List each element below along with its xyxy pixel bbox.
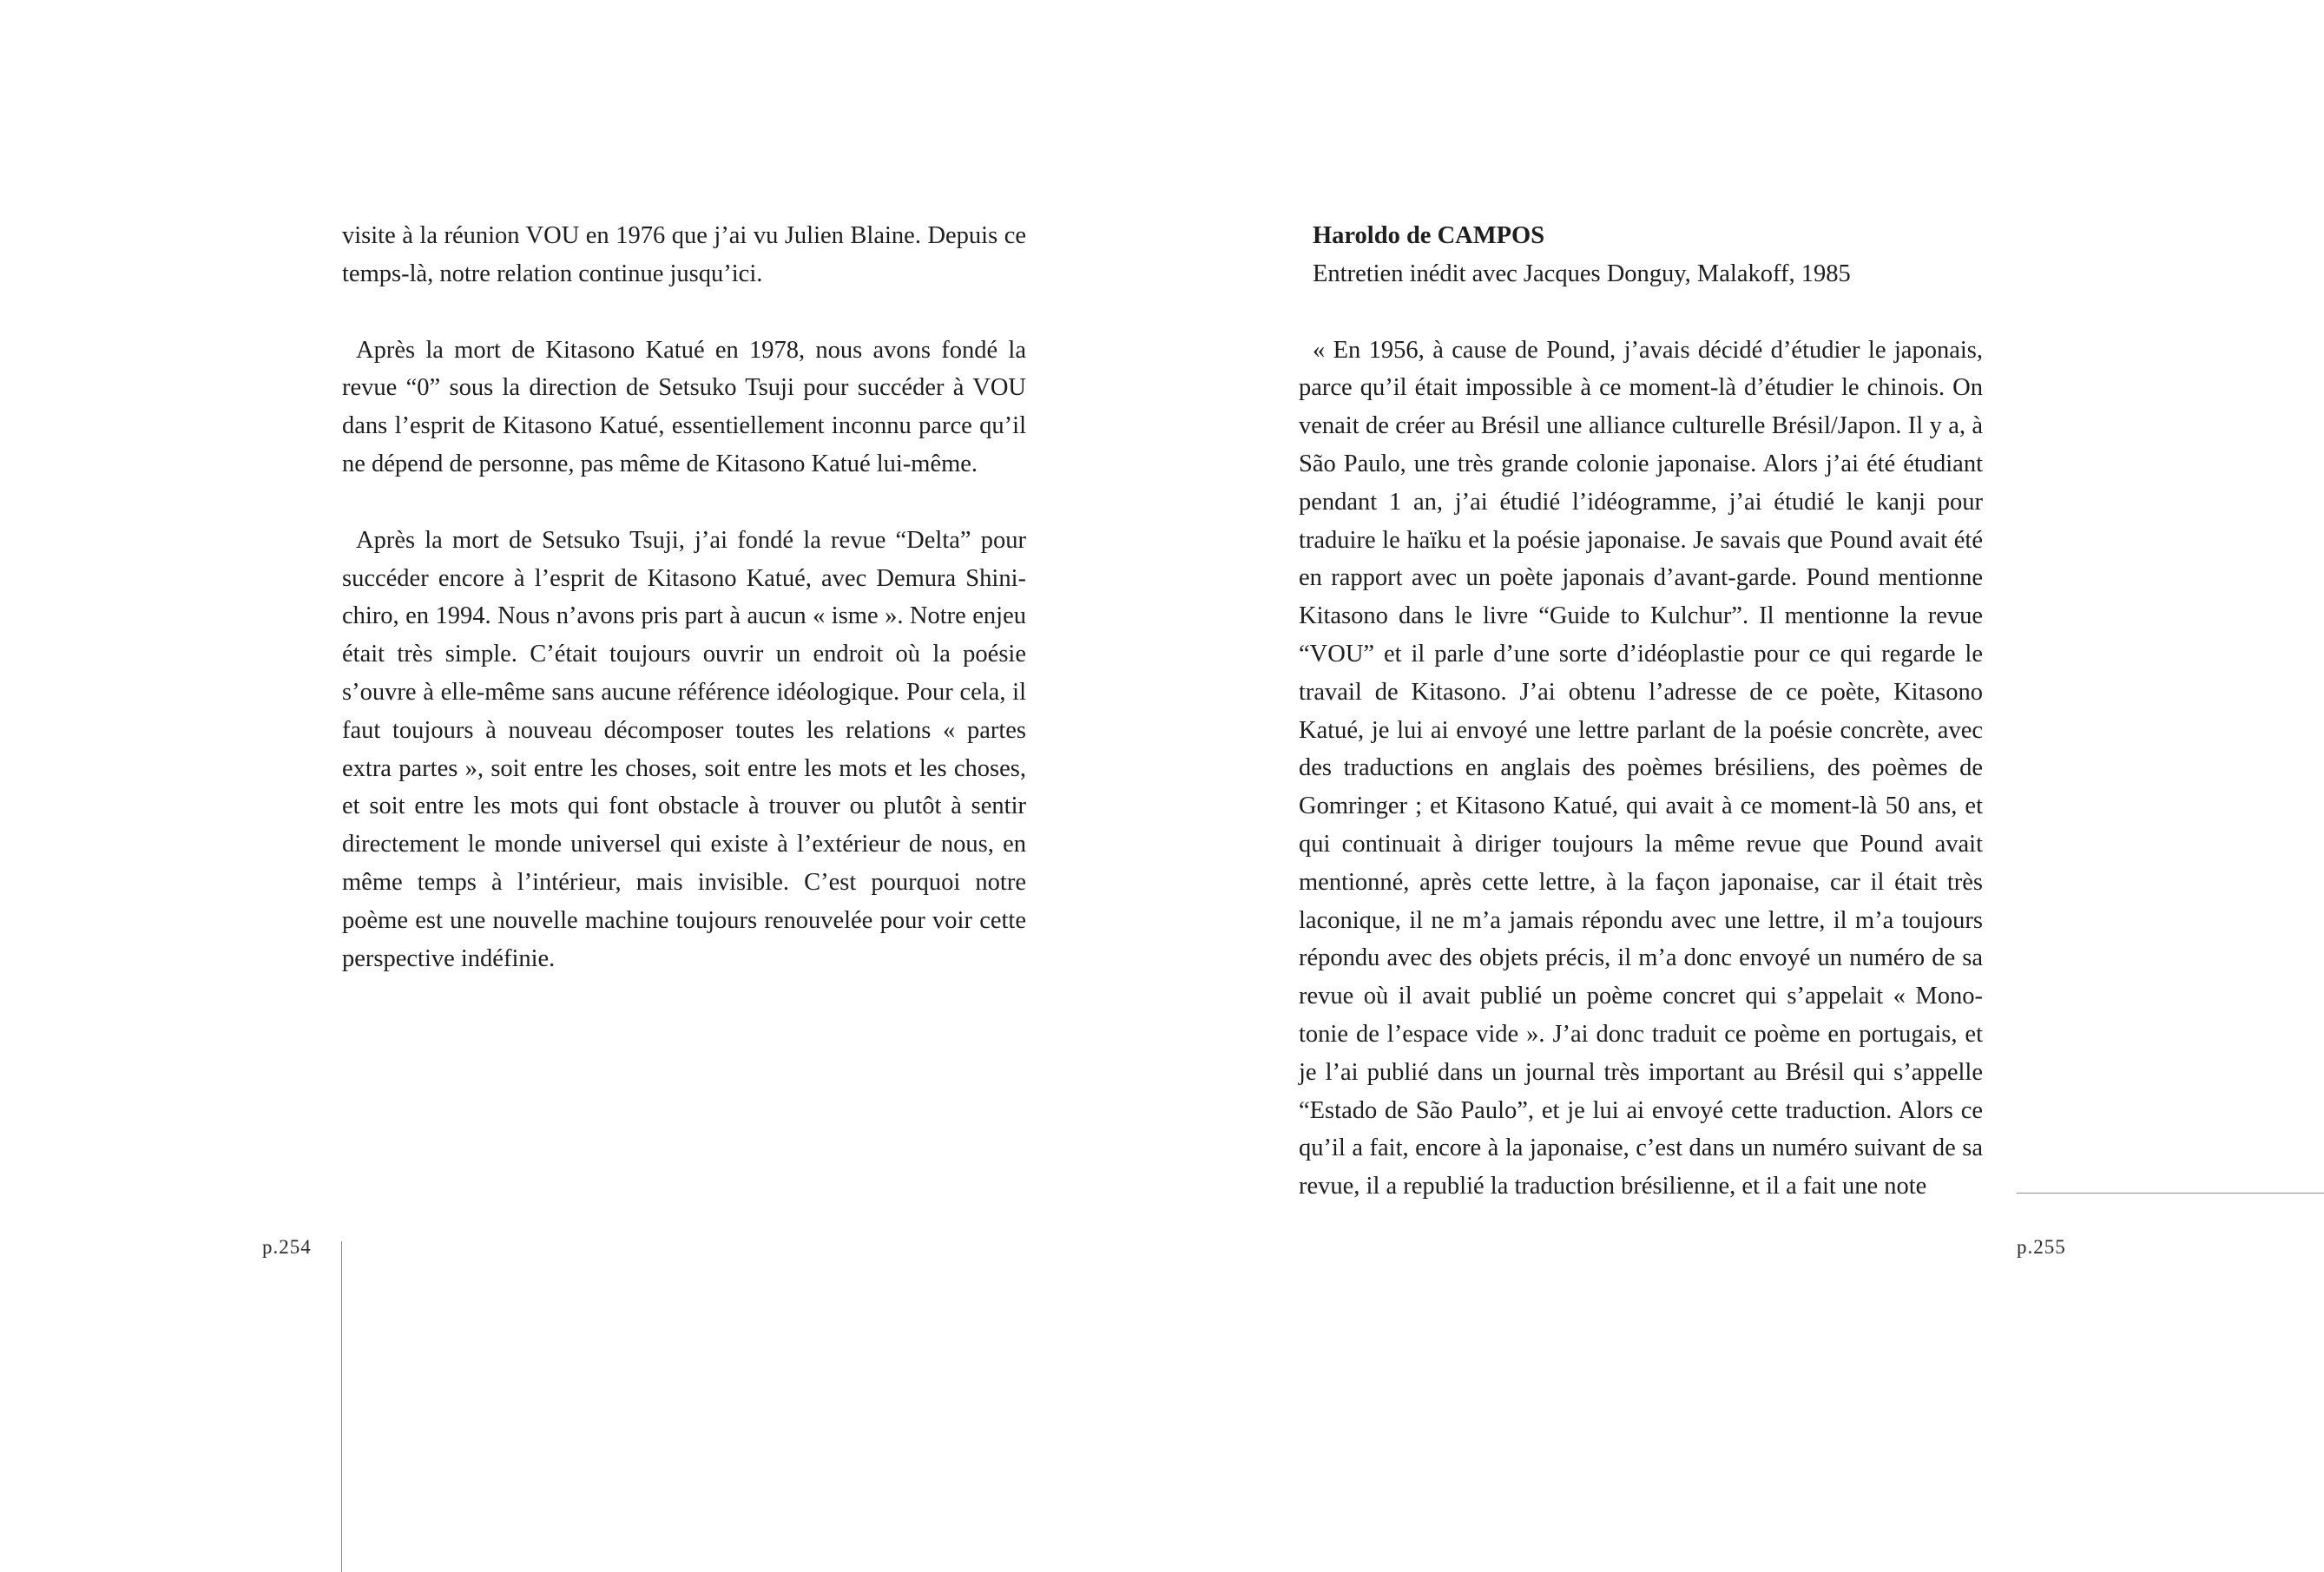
horizontal-margin-rule [2017,1193,2324,1194]
left-page-column [342,217,1026,977]
vertical-margin-rule [341,1241,342,1572]
page-number-right: p.255 [2017,1236,2066,1258]
interview-author: Haroldo de CAMPOS [1313,222,1545,249]
left-paragraph-2: Après la mort de Kitasono Katué en 1978, nous avons fondé la revue “0” sous la direction de Setsuko Tsuji pour succéder à VOU dans l’esprit de Kitasono Katué, essentiellement inconnu parce qu’il ne dépend de personne, pas même de Kitasono Katué lui-même. [342,336,1026,477]
page-number-left: p.254 [262,1236,312,1258]
interview-body: « En 1956, à cause de Pound, j’avais décidé d’étudier le japonais, parce qu’il était impossible à ce moment-là d’étudier le chinois. On venait de créer au Brésil une alliance culturelle Brésil/Japon. Il y a, à São Paulo, une très grande colonie japonaise. Alors j’ai été étudiant pendant 1 an, j’ai étudié l’idéogramme, j’ai étudié le kanji pour traduire le haïku et la poésie japonaise. Je savais que Pound avait été en rapport avec un poète japonais d’avant-garde. Pound mentionne Kitasono dans le livre “Guide to Kulchur”. Il mentionne la revue “VOU” et il parle d’une sorte d’idéoplastie pour ce qui regarde le travail de Kitasono. J’ai obtenu l’adresse de ce poète, Kitasono Katué, je lui ai envoyé une lettre parlant de la poésie concrète, avec des traductions en anglais des poèmes brésiliens, des poèmes de Gomringer ; et Kitasono Katué, qui avait à ce moment-là 50 ans, et qui continuait à diriger toujours la même revue que Pound avait mentionné, après cette lettre, à la façon japonaise, car il était très laconique, il ne m’a jamais répondu avec une lettre, il m’a toujours répondu avec des objets précis, il m’a donc envoyé un numéro de sa revue où il avait publié un poème concret qui s’appelait « Mono-tonie de l’espace vide ». J’ai donc traduit ce poème en portugais, et je l’ai publié dans un journal très important au Brésil qui s’appelle “Estado de São Paulo”, et je lui ai envoyé cette traduction. Alors ce qu’il a fait, encore à la japonaise, c’est dans un numéro suivant de sa revue, il a republié la traduction brésilienne, et il a fait une note [1299,336,1983,1200]
left-paragraph-1: visite à la réunion VOU en 1976 que j’ai vu Julien Blaine. Depuis ce temps-là, notre relation continue jusqu’ici. [342,222,1026,287]
interview-source: Entretien inédit avec Jacques Donguy, Malakoff, 1985 [1313,260,1851,287]
left-paragraph-3: Après la mort de Setsuko Tsuji, j’ai fondé la revue “Delta” pour succéder encore à l’esprit de Kitasono Katué, avec Demura Shini-chiro, en 1994. Nous n’avons pris part à aucun « isme ». Notre enjeu était très simple. C’était toujours ouvrir un endroit où la poésie s’ouvre à elle-même sans aucune référence idéologique. Pour cela, il faut toujours à nouveau décomposer toutes les relations « partes extra partes », soit entre les choses, soit entre les mots et les choses, et soit entre les mots qui font obstacle à trouver ou plutôt à sentir directement le monde universel qui existe à l’extérieur de nous, en même temps à l’intérieur, mais invisible. C’est pourquoi notre poème est une nouvelle machine toujours renouvelée pour voir cette perspective indéfinie. [342,526,1026,972]
right-page-column [1299,217,1983,1206]
